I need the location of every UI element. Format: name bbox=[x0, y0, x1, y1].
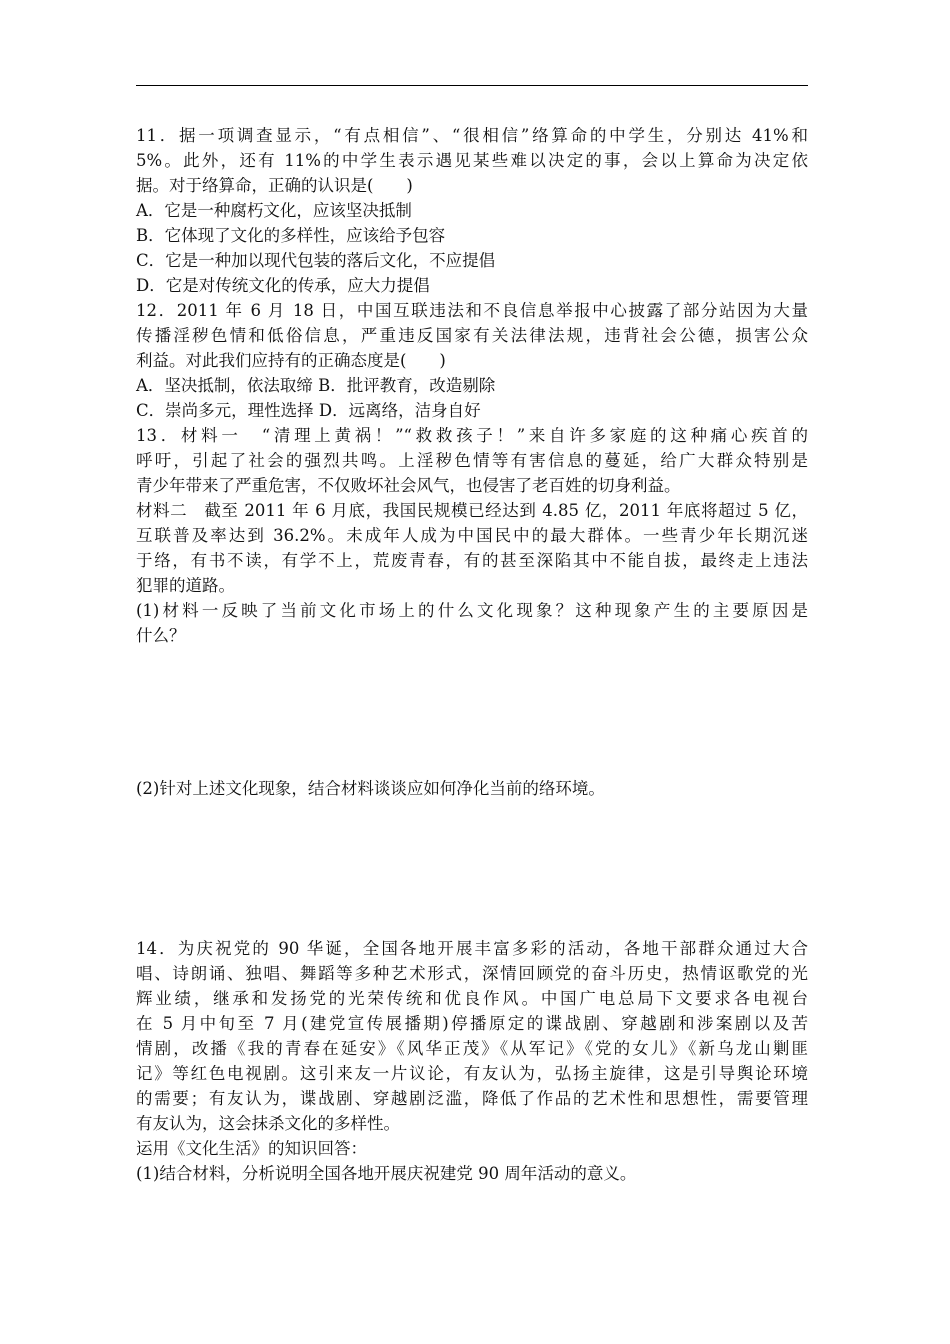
q12-stem-line: 利益。对此我们应持有的正确态度是( ) bbox=[136, 351, 446, 370]
q12-options-ab: A．坚决抵制，依法取缔 B．批评教育，改造剔除 bbox=[136, 376, 496, 395]
q11-stem-line: 据。对于络算命，正确的认识是( ) bbox=[136, 176, 413, 195]
q13-material-line: 互联普及率达到 36.2%。未成年人成为中国民中的最大群体。一些青少年长期沉迷 bbox=[136, 526, 808, 545]
q11-stem-line: 11．据一项调查显示，“有点相信”、“很相信”络算命的中学生，分别达 41%和 bbox=[136, 126, 808, 145]
q11-stem-line: 5%。此外，还有 11%的中学生表示遇见某些难以决定的事，会以上算命为决定依 bbox=[136, 151, 808, 170]
q14-stem-line: 记》等红色电视剧。这引来友一片议论，有友认为，弘扬主旋律，这是引导舆论环境 bbox=[136, 1064, 808, 1083]
q13-material-line: 青少年带来了严重危害，不仅败坏社会风气，也侵害了老百姓的切身利益。 bbox=[136, 476, 681, 495]
question-13 bbox=[136, 423, 808, 936]
q13-sub-question-1: (1)材料一反映了当前文化市场上的什么文化现象？这种现象产生的主要原因是 bbox=[136, 601, 808, 620]
question-11 bbox=[136, 123, 808, 298]
q12-stem-line: 传播淫秽色情和低俗信息，严重违反国家有关法律法规，违背社会公德，损害公众 bbox=[136, 326, 808, 345]
q13-material-line: 犯罪的道路。 bbox=[136, 576, 235, 595]
q11-option-d: D．它是对传统文化的传承，应大力提倡 bbox=[136, 276, 430, 295]
q13-material-line: 材料二 截至 2011 年 6 月底，我国民规模已经达到 4.85 亿，2011 年底将超过 5 亿， bbox=[136, 501, 808, 520]
q14-sub-question-1: (1)结合材料，分析说明全国各地开展庆祝建党 90 周年活动的意义。 bbox=[136, 1164, 637, 1183]
q14-stem-line: 在 5 月中旬至 7 月(建党宣传展播期)停播原定的谍战剧、穿越剧和涉案剧以及苦 bbox=[136, 1014, 808, 1033]
q12-options-cd: C．崇尚多元，理性选择 D．远离络，洁身自好 bbox=[136, 401, 481, 420]
answer-space bbox=[136, 801, 808, 936]
q13-material-line: 呼吁，引起了社会的强烈共鸣。上淫秽色情等有害信息的蔓延，给广大群众特别是 bbox=[136, 451, 808, 470]
q14-stem-line: 辉业绩，继承和发扬党的光荣传统和优良作风。中国广电总局下文要求各电视台 bbox=[136, 989, 808, 1008]
q11-option-b: B．它体现了文化的多样性，应该给予包容 bbox=[136, 226, 446, 245]
question-12 bbox=[136, 298, 808, 423]
header-rule bbox=[136, 85, 808, 86]
q13-material-line: 13．材料一 “清理上黄祸！”“救救孩子！”来自许多家庭的这种痛心疾首的 bbox=[136, 426, 808, 445]
q14-stem-line: 情剧，改播《我的青春在延安》《风华正茂》《从军记》《党的女儿》《新乌龙山剿匪 bbox=[136, 1039, 808, 1058]
q13-sub-question-2: (2)针对上述文化现象，结合材料谈谈应如何净化当前的络环境。 bbox=[136, 779, 605, 798]
q14-stem-line: 有友认为，这会抹杀文化的多样性。 bbox=[136, 1114, 400, 1133]
q14-stem-line: 的需要；有友认为，谍战剧、穿越剧泛滥，降低了作品的艺术性和思想性，需要管理 bbox=[136, 1089, 808, 1108]
q14-stem-line: 唱、诗朗诵、独唱、舞蹈等多种艺术形式，深情回顾党的奋斗历史，热情讴歌党的光 bbox=[136, 964, 808, 983]
q14-stem-line: 14．为庆祝党的 90 华诞，全国各地开展丰富多彩的活动，各地干部群众通过大合 bbox=[136, 939, 808, 958]
question-14 bbox=[136, 936, 808, 1186]
q13-material-line: 于络，有书不读，有学不上，荒废青春，有的甚至深陷其中不能自拔，最终走上违法 bbox=[136, 551, 808, 570]
q14-instruction: 运用《文化生活》的知识回答： bbox=[136, 1139, 367, 1158]
q11-option-a: A．它是一种腐朽文化，应该坚决抵制 bbox=[136, 201, 412, 220]
q11-option-c: C．它是一种加以现代包装的落后文化，不应提倡 bbox=[136, 251, 496, 270]
q13-sub-question-1: 什么？ bbox=[136, 626, 186, 645]
q12-stem-line: 12．2011 年 6 月 18 日，中国互联违法和不良信息举报中心披露了部分站因为大量 bbox=[136, 301, 808, 320]
document-body bbox=[136, 123, 808, 1186]
answer-space bbox=[136, 648, 808, 776]
